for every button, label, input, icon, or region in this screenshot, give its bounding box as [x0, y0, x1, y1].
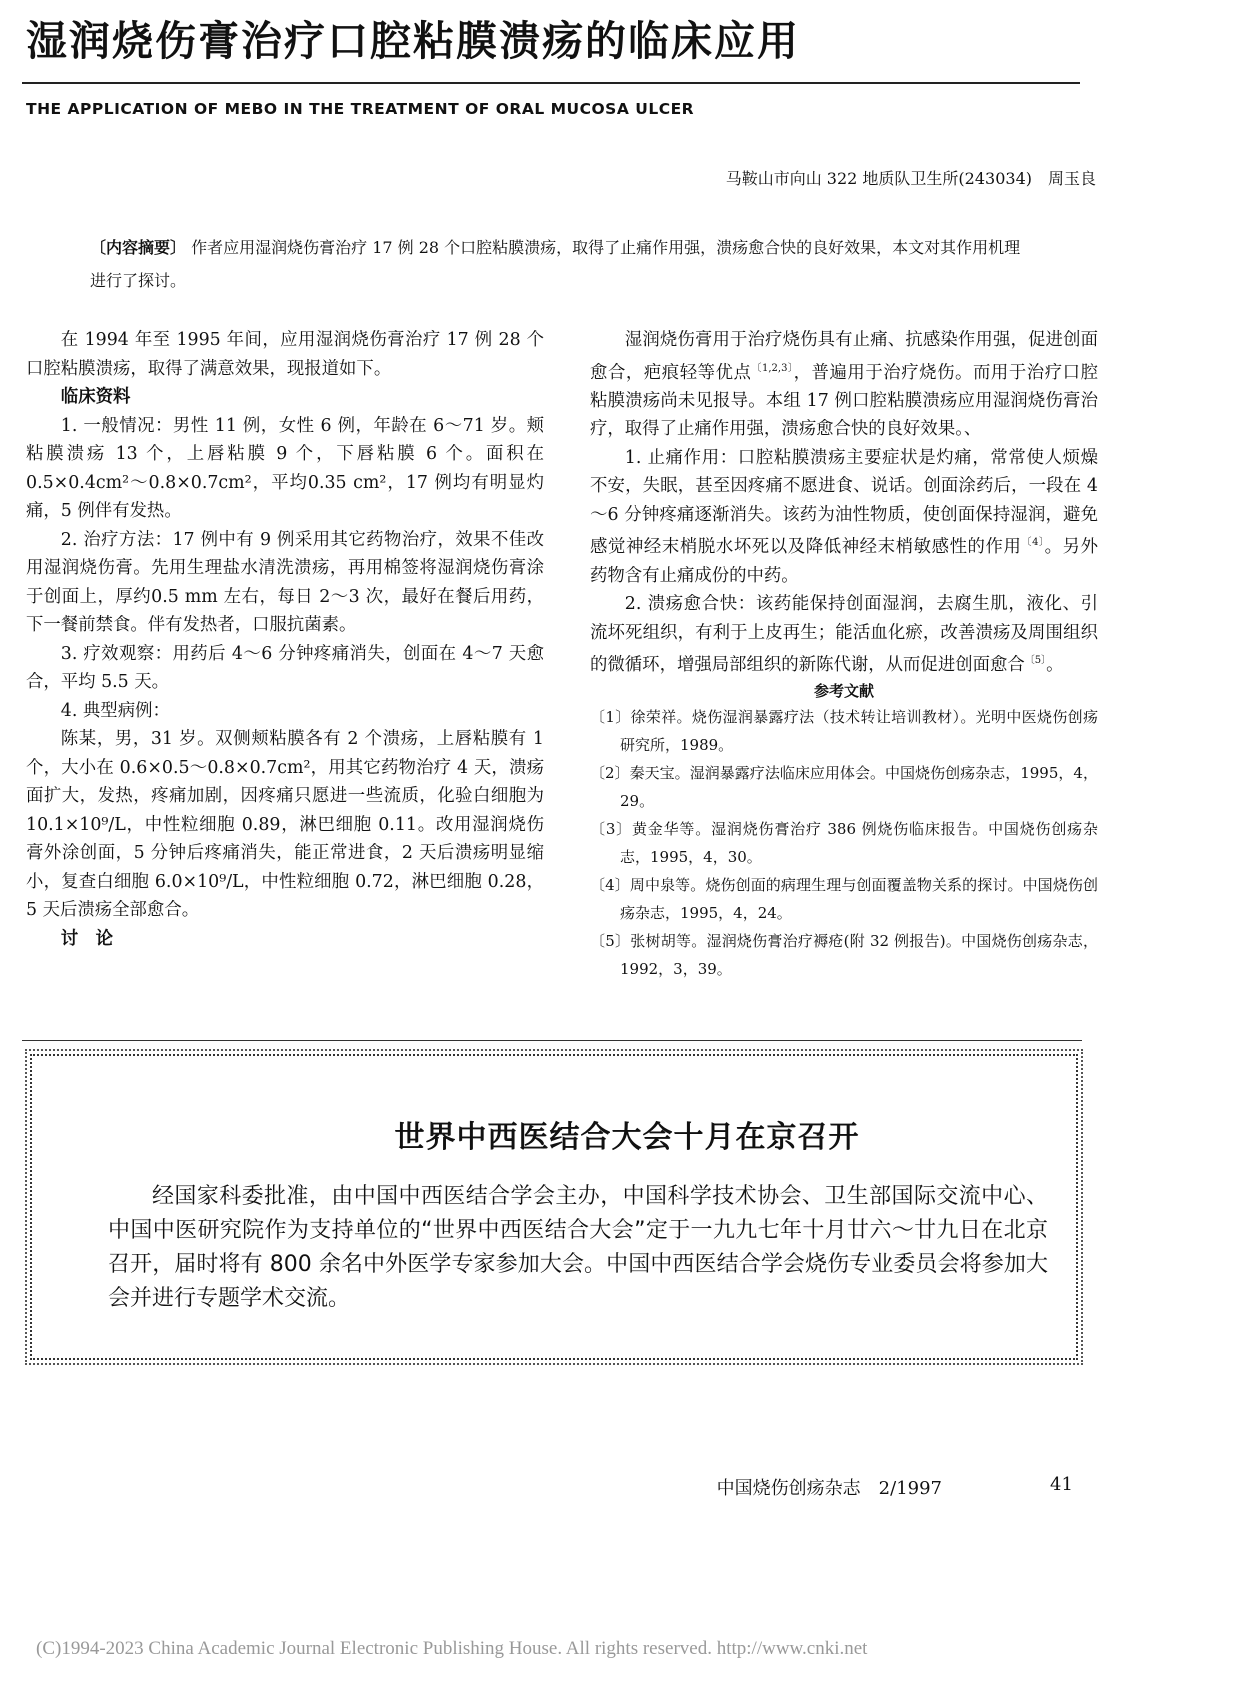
citation-5: 〔5〕: [1024, 655, 1047, 667]
article-title: 湿润烧伤膏治疗口腔粘膜溃疡的临床应用: [26, 17, 800, 65]
article-subtitle-english: THE APPLICATION OF MEBO IN THE TREATMENT OF ORAL MUCOSA ULCER: [26, 100, 695, 118]
notice-body: 经国家科委批准，由中国中西医结合学会主办，中国科学技术协会、卫生部国际交流中心、中国中医研究院作为支持单位的“世界中西医结合大会”定于一九九七年十月廿六～廿九日在北京召开，届时将有 800 余名中外医学专家参加大会。中国中西医结合学会烧伤专业委员会将参加大会并进行专题学术交流。: [108, 1184, 1048, 1311]
abstract-label: 〔内容摘要〕: [90, 238, 187, 257]
paragraph-case: 陈某，男，31 岁。双侧颊粘膜各有 2 个溃疡，上唇粘膜有 1 个，大小在 0.6×0.5～0.8×0.7cm²，用其它药物治疗 4 天，溃疡面扩大，发热，疼痛加剧，因疼痛只愿进一些流质，化验白细胞为 10.1×10⁹/L，中性粒细胞 0.89，淋巴细胞 0.11。改用湿润烧伤膏外涂创面，5 分钟后疼痛消失，能正常进食，2 天后溃疡明显缩小，复查白细胞 6.0×10⁹/L，中性粒细胞 0.72，淋巴细胞 0.28，5 天后溃疡全部愈合。: [26, 729, 544, 920]
discussion-paragraph-2: 1. 止痛作用：口腔粘膜溃疡主要症状是灼痛，常常使人烦燥不安，失眠，甚至因疼痛不愿进食、说话。创面涂药后，一段在 4～6 分钟疼痛逐渐消失。该药为油性物质，使创面保持湿润，避免感觉神经末梢脱水坏死以及降低神经末梢敏感性的作用$^{〔4〕}$。另外药物含有止痛成份的中药。: [590, 447, 1098, 586]
reference-item: 〔5〕张树胡等。湿润烧伤膏治疗褥疮(附 32 例报告)。中国烧伤创疡杂志，1992，3，39。: [590, 932, 1098, 979]
citation-1-3: 〔1,2,3〕: [751, 362, 794, 374]
reference-item: 〔4〕周中泉等。烧伤创面的病理生理与创面覆盖物关系的探讨。中国烧伤创疡杂志，1995，4，24。: [590, 876, 1098, 923]
paragraph-case-heading: 4. 典型病例：: [60, 700, 170, 721]
left-column: [26, 326, 544, 953]
notice-title: 世界中西医结合大会十月在京召开: [394, 1120, 860, 1155]
header-divider: [22, 82, 1080, 84]
reference-item: 〔3〕黄金华等。湿润烧伤膏治疗 386 例烧伤临床报告。中国烧伤创疡杂志，1995，4，30。: [590, 820, 1098, 867]
author-affiliation: 马鞍山市向山 322 地质队卫生所(243034) 周玉良: [725, 169, 1096, 188]
intro-paragraph: 在 1994 年至 1995 年间，应用湿润烧伤膏治疗 17 例 28 个口腔粘膜溃疡，取得了满意效果，现报道如下。: [26, 330, 544, 379]
reference-item: 〔1〕徐荣祥。烧伤湿润暴露疗法（技术转让培训教材）。光明中医烧伤创疡研究所，1989。: [590, 708, 1098, 755]
paragraph-method: 2. 治疗方法：17 例中有 9 例采用其它药物治疗，效果不佳改用湿润烧伤膏。先用生理盐水清洗溃疡，再用棉签将湿润烧伤膏涂于创面上，厚约0.5 mm 左右，每日 2～3 次，最好在餐后用药，下一餐前禁食。伴有发热者，口服抗菌素。: [26, 529, 544, 635]
reference-item: 〔2〕秦天宝。湿润暴露疗法临床应用体会。中国烧伤创疡杂志，1995，4，29。: [590, 764, 1098, 811]
discussion-paragraph-3: 2. 溃疡愈合快：该药能保持创面湿润，去腐生肌，液化、引流坏死组织，有利于上皮再生；能活血化瘀，改善溃疡及周围组织的微循环，增强局部组织的新陈代谢，从而促进创面愈合$^{〔5〕}$。: [590, 594, 1098, 675]
page-number: 41: [1050, 1474, 1073, 1495]
abstract-text: 作者应用湿润烧伤膏治疗 17 例 28 个口腔粘膜溃疡，取得了止痛作用强，溃疡愈合快的良好效果，本文对其作用机理进行了探讨。: [90, 238, 1021, 290]
paragraph-observation: 3. 疗效观察：用药后 4～6 分钟疼痛消失，创面在 4～7 天愈合，平均 5.5 天。: [26, 643, 544, 692]
right-column: [590, 326, 1098, 983]
journal-footer: 中国烧伤创疡杂志 2/1997: [716, 1478, 942, 1499]
references-heading: 参考文献: [813, 682, 874, 701]
discussion-paragraph-1: 湿润烧伤膏用于治疗烧伤具有止痛、抗感染作用强，促进创面愈合，疤痕轻等优点$^{〔1,2,3〕}$，普遍用于治疗烧伤。而用于治疗口腔粘膜溃疡尚未见报导。本组 17 例口腔粘膜溃疡应用湿润烧伤膏治疗，取得了止痛作用强，溃疡愈合快的良好效果。、: [590, 330, 1098, 440]
abstract: [90, 231, 1030, 297]
citation-4: 〔4〕: [1021, 537, 1045, 549]
section-heading-discussion: 讨 论: [60, 928, 113, 949]
copyright-notice: (C)1994-2023 China Academic Journal Electronic Publishing House. All rights reserved. http://www.cnki.net: [36, 1638, 868, 1659]
section-divider: [22, 1040, 1082, 1041]
section-heading-clinical: 临床资料: [60, 387, 131, 407]
paragraph-general: 1. 一般情况：男性 11 例，女性 6 例，年龄在 6～71 岁。颊粘膜溃疡 13 个，上唇粘膜 9 个，下唇粘膜 6 个。面积在 0.5×0.4cm²～0.8×0.7cm²，平均0.35 cm²，17 例均有明显灼痛，5 例伴有发热。: [26, 415, 544, 521]
reference-list: [590, 703, 1098, 983]
